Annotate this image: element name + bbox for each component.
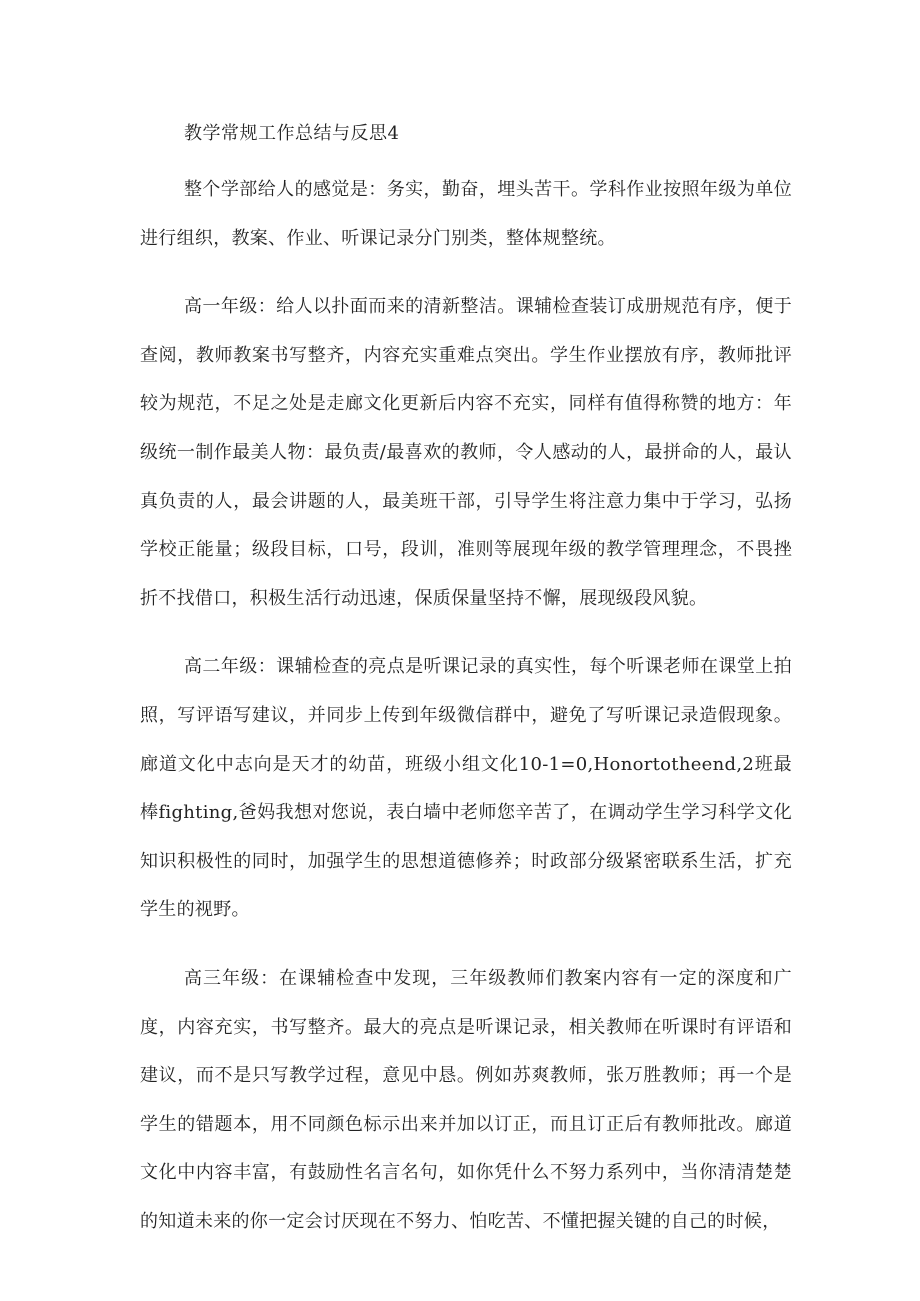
paragraph-grade-one: 高一年级：给人以扑面而来的清新整洁。课辅检查装订成册规范有序，便于查阅，教师教案书写整齐，内容充实重难点突出。学生作业摆放有序，教师批评较为规范，不足之处是走廊文化更新后内容不充实，同样有值得称赞的地方：年级统一制作最美人物：最负责/最喜欢的教师，令人感动的人，最拼命的人，最认真负责的人，最会讲题的人，最美班干部，引导学生将注意力集中于学习，弘扬学校正能量；级段目标，口号，段训，准则等展现年级的教学管理理念，不畏挫折不找借口，积极生活行动迅速，保质保量坚持不懈，展现级段风貌。 (140, 296, 792, 609)
paragraph-grade-three: 高三年级：在课辅检查中发现，三年级教师们教案内容有一定的深度和广度，内容充实，书写整齐。最大的亮点是听课记录，相关教师在听课时有评语和建议，而不是只写教学过程，意见中恳。例如苏爽教师，张万胜教师；再一个是学生的错题本，用不同颜色标示出来并加以订正，而且订正后有教师批改。廊道文化中内容丰富，有鼓励性名言名句，如你凭什么不努力系列中，当你清清楚楚的知道未来的你一定会讨厌现在不努力、怕吃苦、不懂把握关键的自己的时候， (140, 967, 792, 1232)
document-title: 教学常规工作总结与反思4 (184, 123, 400, 144)
paragraph-grade-two: 高二年级：课辅检查的亮点是听课记录的真实性，每个听课老师在课堂上拍照，写评语写建议，并同步上传到年级微信群中，避免了写听课记录造假现象。廊道文化中志向是天才的幼苗，班级小组文化10-1=0,Honortotheend,2班最棒fighting,爸妈我想对您说，表白墙中老师您辛苦了，在调动学生学习科学文化知识积极性的同时，加强学生的思想道德修养；时政部分级紧密联系生活，扩充学生的视野。 (140, 656, 792, 921)
paragraph-overview: 整个学部给人的感觉是：务实，勤奋，埋头苦干。学科作业按照年级为单位进行组织，教案、作业、听课记录分门别类，整体规整统。 (140, 179, 792, 249)
